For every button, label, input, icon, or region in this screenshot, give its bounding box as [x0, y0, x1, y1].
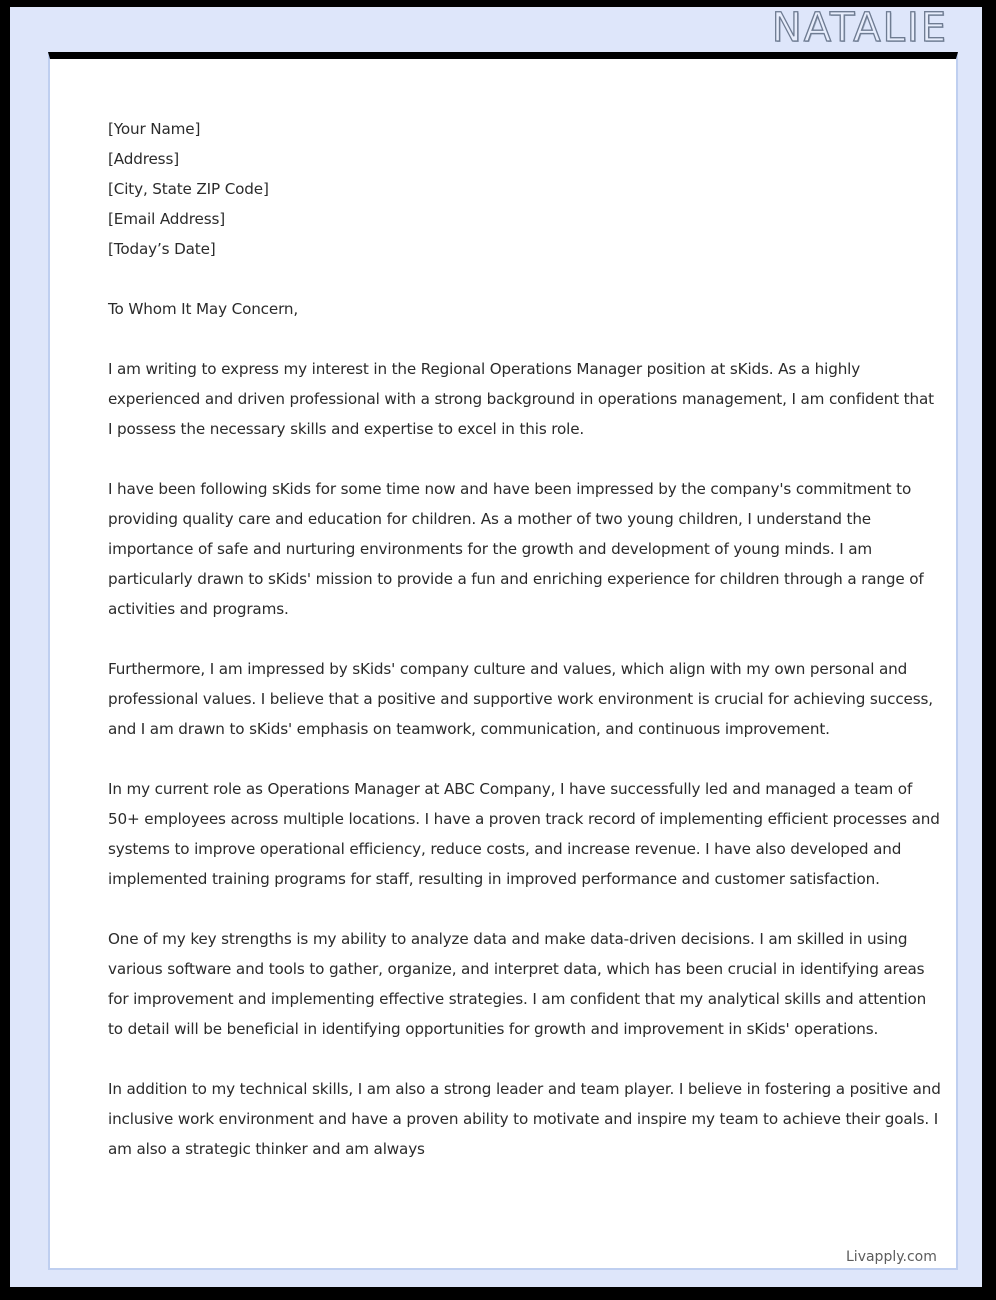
watermark: Livapply.com [846, 1249, 937, 1265]
document-canvas [10, 7, 982, 1287]
spacer [108, 1044, 942, 1074]
body-paragraph: One of my key strengths is my ability to analyze data and make data-driven decisions. I am skilled in using various software and tools to gather, organize, and interpret data, which has been crucial in identifying areas for improvement and implementing effective strategies. I am confident that my analytical skills and attention to detail will be beneficial in identifying opportunities for growth and improvement in sKids' operations. [108, 930, 927, 1038]
spacer [108, 624, 942, 654]
sender-line-email: [Email Address] [108, 210, 226, 228]
letter-body [50, 66, 956, 1164]
body-paragraph: I am writing to express my interest in the Regional Operations Manager position at sKids. As a highly experienced and driven professional with a strong background in operations management, I am confident that I possess the necessary skills and expertise to excel in this role. [108, 360, 934, 438]
sender-address-block [108, 114, 942, 264]
body-paragraph: I have been following sKids for some time now and have been impressed by the company's commitment to providing quality care and education for children. As a mother of two young children, I understand the importance of safe and nurturing environments for the growth and development of young minds. I am particularly drawn to sKids' mission to provide a fun and enriching experience for children through a range of activities and programs. [108, 480, 924, 618]
body-paragraph: In my current role as Operations Manager at ABC Company, I have successfully led and managed a team of 50+ employees across multiple locations. I have a proven track record of implementing efficient processes and systems to improve operational efficiency, reduce costs, and increase revenue. I have also developed and implemented training programs for staff, resulting in improved performance and customer satisfaction. [108, 780, 940, 888]
spacer [108, 444, 942, 474]
sender-line-address: [Address] [108, 150, 179, 168]
spacer [108, 264, 942, 294]
sender-line-name: [Your Name] [108, 120, 201, 138]
body-paragraph: In addition to my technical skills, I am also a strong leader and team player. I believe in fostering a positive and inclusive work environment and have a proven ability to motivate and inspire my team to achieve their goals. I am also a strategic thinker and am always [108, 1080, 941, 1158]
letterhead-name: NATALIE [771, 7, 948, 51]
sender-line-city: [City, State ZIP Code] [108, 180, 269, 198]
body-paragraph: Furthermore, I am impressed by sKids' company culture and values, which align with my own personal and professional values. I believe that a positive and supportive work environment is crucial for achieving success, and I am drawn to sKids' emphasis on teamwork, communication, and continuous improvement. [108, 660, 933, 738]
letterhead-band [10, 7, 982, 52]
salutation: To Whom It May Concern, [108, 300, 299, 318]
spacer [108, 894, 942, 924]
spacer [108, 324, 942, 354]
sender-line-date: [Today’s Date] [108, 240, 216, 258]
letter-text-block [108, 114, 942, 1164]
letter-page [48, 52, 958, 1270]
spacer [108, 744, 942, 774]
